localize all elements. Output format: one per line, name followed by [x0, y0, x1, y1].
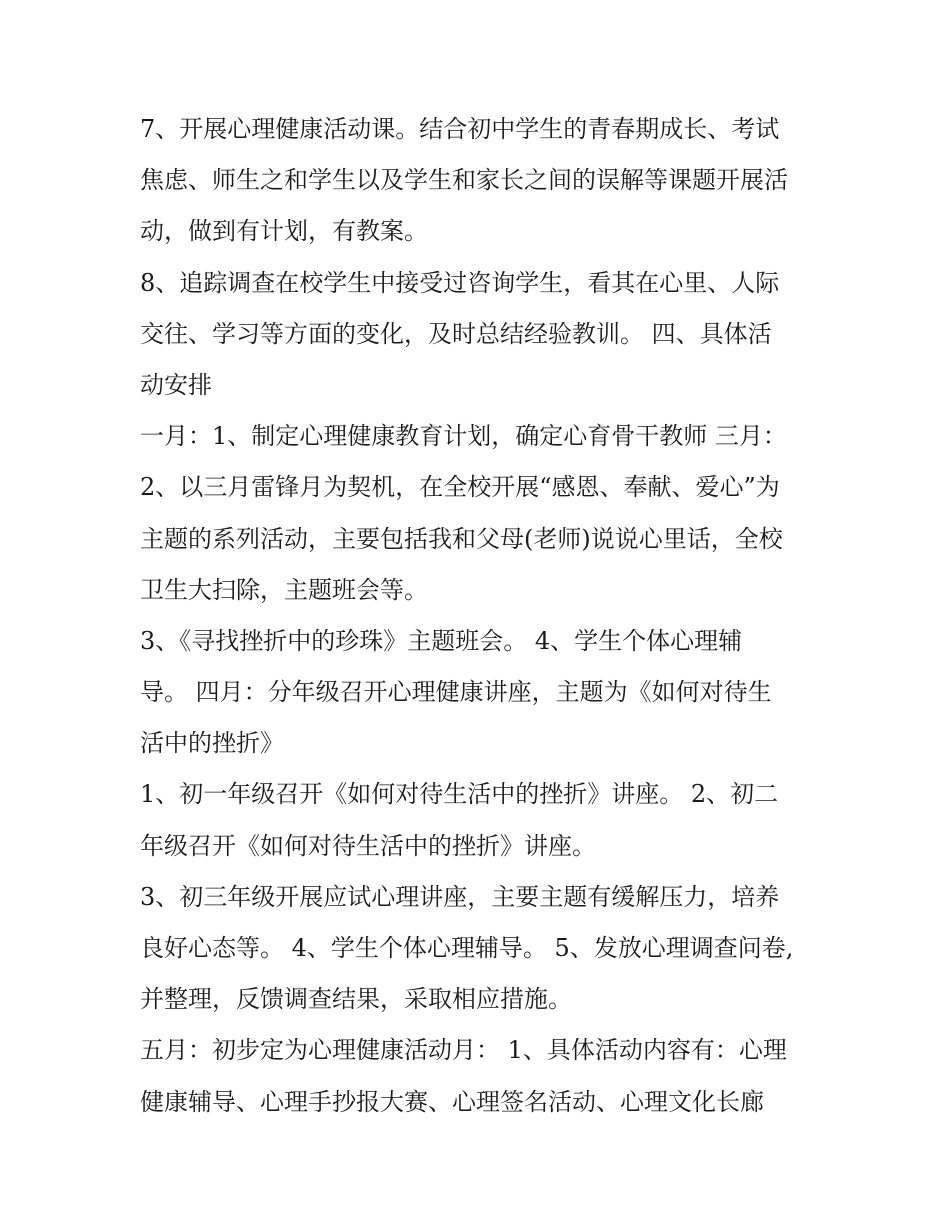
- document-body: [140, 104, 820, 1128]
- text-line: 并整理，反馈调查结果，采取相应措施。: [140, 985, 572, 1014]
- text-line: 卫生大扫除，主题班会等。: [140, 575, 428, 604]
- text-line: 导。 四月：分年级召开心理健康讲座，主题为《如何对待生: [140, 678, 772, 707]
- text-line: 健康辅导、心理手抄报大赛、心理签名活动、心理文化长廊: [140, 1087, 764, 1116]
- text-line: 五月：初步定为心理健康活动月： 1、具体活动内容有：心理: [140, 1036, 787, 1065]
- text-line: 良好心态等。 4、学生个体心理辅导。 5、发放心理调查问卷,: [140, 934, 794, 962]
- paragraph-april-grade3: [140, 872, 820, 1026]
- text-line: 3、初三年级开展应试心理讲座，主要主题有缓解压力，培养: [140, 882, 780, 911]
- text-line: 动，做到有计划，有教案。: [140, 217, 428, 246]
- paragraph-january-march: [140, 411, 820, 616]
- text-line: 主题的系列活动，主要包括我和父母(老师)说说心里话，全校: [140, 524, 783, 553]
- text-line: 活中的挫折》: [140, 729, 284, 758]
- paragraph-april-lectures: [140, 769, 820, 871]
- text-line: 7、开展心理健康活动课。结合初中学生的青春期成长、考试: [140, 115, 780, 143]
- text-line: 一月：1、制定心理健康教育计划，确定心育骨干教师 三月：: [140, 422, 787, 451]
- text-line: 年级召开《如何对待生活中的挫折》讲座。: [140, 831, 596, 860]
- paragraph-item-8: [140, 258, 820, 412]
- text-line: 1、初一年级召开《如何对待生活中的挫折》讲座。 2、初二: [140, 780, 779, 809]
- text-line: 8、追踪调查在校学生中接受过咨询学生，看其在心里、人际: [140, 268, 780, 297]
- text-line: 交往、学习等方面的变化，及时总结经验教训。 四、具体活: [140, 319, 772, 348]
- paragraph-item-7: [140, 104, 820, 258]
- paragraph-may: [140, 1025, 820, 1127]
- text-line: 3、《寻找挫折中的珍珠》主题班会。 4、学生个体心理辅: [140, 626, 743, 655]
- text-line: 焦虑、师生之和学生以及学生和家长之间的误解等课题开展活: [140, 166, 788, 195]
- text-line: 动安排: [140, 370, 212, 399]
- text-line: 2、以三月雷锋月为契机，在全校开展“感恩、奉献、爱心”为: [140, 473, 780, 502]
- paragraph-march-april: [140, 616, 820, 770]
